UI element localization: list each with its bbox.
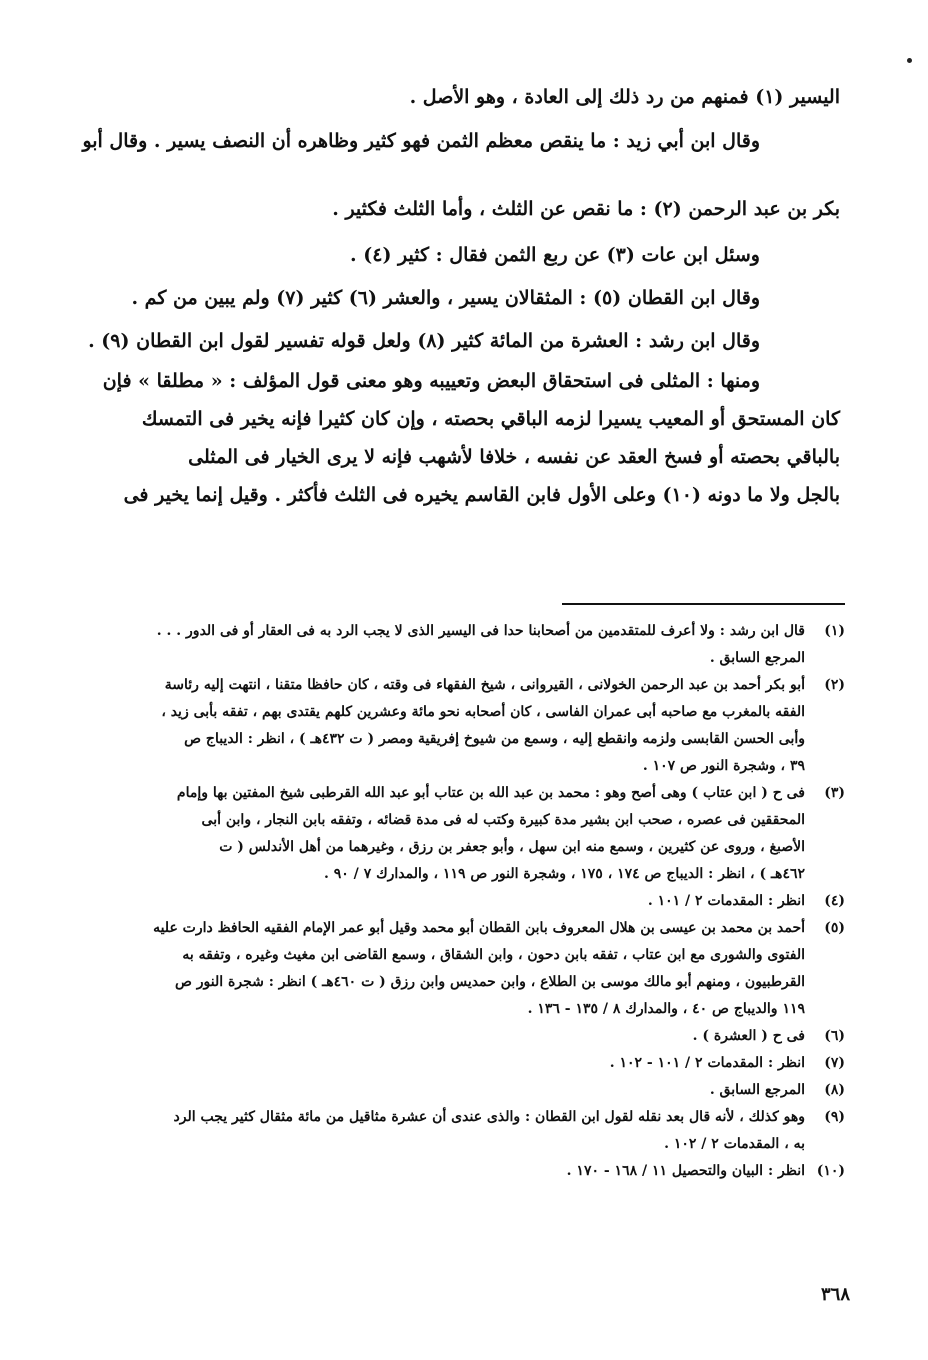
footnote-separator [562,603,845,605]
footnote-line: الفقه بالمغرب مع صاحبه أبى عمران الفاسى ، كان أصحابه نحو مائة وعشرين كلهم يقتدى بهم ، تفقه بأبى زيد ، [161,704,805,720]
footnote [78,1050,845,1077]
footnote [78,888,845,915]
main-line: كان المستحق أو المعيب يسيرا لزمه الباقي بحصته ، وإن كان كثيرا فإنه يخير فى التمسك [141,408,840,430]
footnote-number: (٧) [824,1055,845,1071]
footnote-line: الأصبغ ، وروى عن كثيرين ، وسمع منه ابن سهل ، وأبو جعفر بن رزق ، وغيرهما من أهل الأندلس ( ت [219,839,805,855]
footnote-line: انظر : البيان والتحصيل ١١ / ١٦٨ - ١٧٠ . [566,1163,805,1179]
footnote-line: المرجع السابق . [709,650,805,666]
footnote-number: (٦) [824,1028,845,1044]
footnote-number: (٥) [824,920,845,936]
main-line: بكر بن عبد الرحمن (٢) : ما نقص عن الثلث ، وأما الثلث فكثير . [332,198,840,220]
footnote-line: أحمد بن محمد بن عيسى بن هلال المعروف بابن القطان أبو محمد وقيل أبو عمر الإمام الفقيه الحافظ دارت عليه [153,920,805,936]
main-line: بالجل ولا ما دونه (١٠) وعلى الأول فابن القاسم يخيره فى الثلث فأكثر . وقيل إنما يخير فى [123,484,840,506]
main-line: وسئل ابن عات (٣) عن ربع الثمن فقال : كثير (٤) . [350,244,760,266]
main-line: وقال ابن أبي زيد : ما ينقص معظم الثمن فهو كثير وظاهره أن النصف يسير . وقال أبو [82,130,760,152]
footnote-line: فى ح ( العشرة ) . [692,1028,805,1044]
main-line: اليسير (١) فمنهم من رد ذلك إلى العادة ، وهو الأصل . [409,86,840,108]
footnote-line: ١١٩ والديباج ص ٤٠ ، والمدارك ٨ / ١٣٥ - ١٣٦ . [527,1001,805,1017]
footnote-number: (١٠) [816,1163,845,1179]
footnote-line: وهو كذلك ، لأنه قال بعد نقله لقول ابن القطان : والذى عندى أن عشرة مثاقيل من مائة مثقال كثير يجب الرد [173,1109,805,1125]
footnote-line: به ، المقدمات ٢ / ١٠٢ . [664,1136,805,1152]
main-line: ومنها : المثلى فى استحقاق البعض وتعييبه وهو معنى قول المؤلف : « مطلقا » فإن [102,370,760,392]
footnote-line: انظر : المقدمات ٢ / ١٠١ - ١٠٢ . [609,1055,805,1071]
footnote-line: المحققين فى عصره ، صحب ابن بشير مدة كبيرة وكتب له فى مدة قضائه ، وتفقه بابن النجار ، وابن أبى [201,812,805,828]
footnotes [78,618,845,1185]
scan-speck [907,58,912,63]
footnote-line: ٤٦٢هـ ) ، انظر : الديباج ص ١٧٤ ، ١٧٥ ، وشجرة النور ص ١١٩ ، والمدارك ٧ / ٩٠ . [324,866,805,882]
main-text [75,78,840,514]
footnote-line: قال ابن رشد : ولا أعرف للمتقدمين من أصحابنا حدا فى اليسير الذى لا يجب الرد به فى العقار أو فى الدور . . . [156,623,805,639]
footnote-number: (٨) [824,1082,845,1098]
footnote-number: (٣) [824,785,845,801]
footnote [78,1104,845,1158]
footnote-line: وأبى الحسن القابسى ولزمه وانقطع إليه ، وسمع من شيوخ إفريقية ومصر ( ت ٤٣٢هـ ) ، انظر : الديباج ص [184,731,805,747]
footnote [78,1158,845,1185]
main-line: وقال ابن القطان (٥) : المثقالان يسير ، والعشر (٦) كثير (٧) ولم يبين من كم . [131,287,760,309]
footnote-line: أبو بكر أحمد بن عبد الرحمن الخولانى ، القيروانى ، شيخ الفقهاء فى وقته ، كان حافظا متقنا ، انتهت إليه رئاسة [164,677,805,693]
footnote [78,915,845,1023]
footnote-line: انظر : المقدمات ٢ / ١٠١ . [647,893,805,909]
footnote-line: ٣٩ ، وشجرة النور ص ١٠٧ . [642,758,805,774]
main-line: وقال ابن رشد : العشرة من المائة كثير (٨) ولعل قوله تفسير لقول ابن القطان (٩) . [88,330,760,352]
footnote [78,780,845,888]
footnote [78,1023,845,1050]
footnote-number: (٩) [824,1109,845,1125]
footnote-number: (٤) [824,893,845,909]
page-number: ٣٦٨ [820,1284,850,1305]
footnote [78,618,845,672]
footnote-number: (١) [824,623,845,639]
footnote-line: المرجع السابق . [709,1082,805,1098]
footnote-number: (٢) [824,677,845,693]
footnote [78,1077,845,1104]
main-line: بالباقي بحصته أو فسخ العقد عن نفسه ، خلافا لأشهب فإنه لا يرى الخيار فى المثلى [188,446,840,468]
footnote-line: القرطبيون ، ومنهم أبو مالك موسى بن الطلاع ، وابن حمديس وابن رزق ( ت ٤٦٠هـ ) انظر : شجرة النور ص [174,974,805,990]
footnote-line: الفتوى والشورى مع ابن عتاب ، تفقه بابن دحون ، وابن الشقاق ، وسمع القاضى ابن مغيث وغيره ، وتفقه به [182,947,805,963]
footnote [78,672,845,780]
footnote-line: فى ح ( ابن عتاب ) وهى أصح وهو : محمد بن عبد الله بن عتاب أبو عبد الله القرطبى شيخ المفتين بها وإمام [176,785,805,801]
